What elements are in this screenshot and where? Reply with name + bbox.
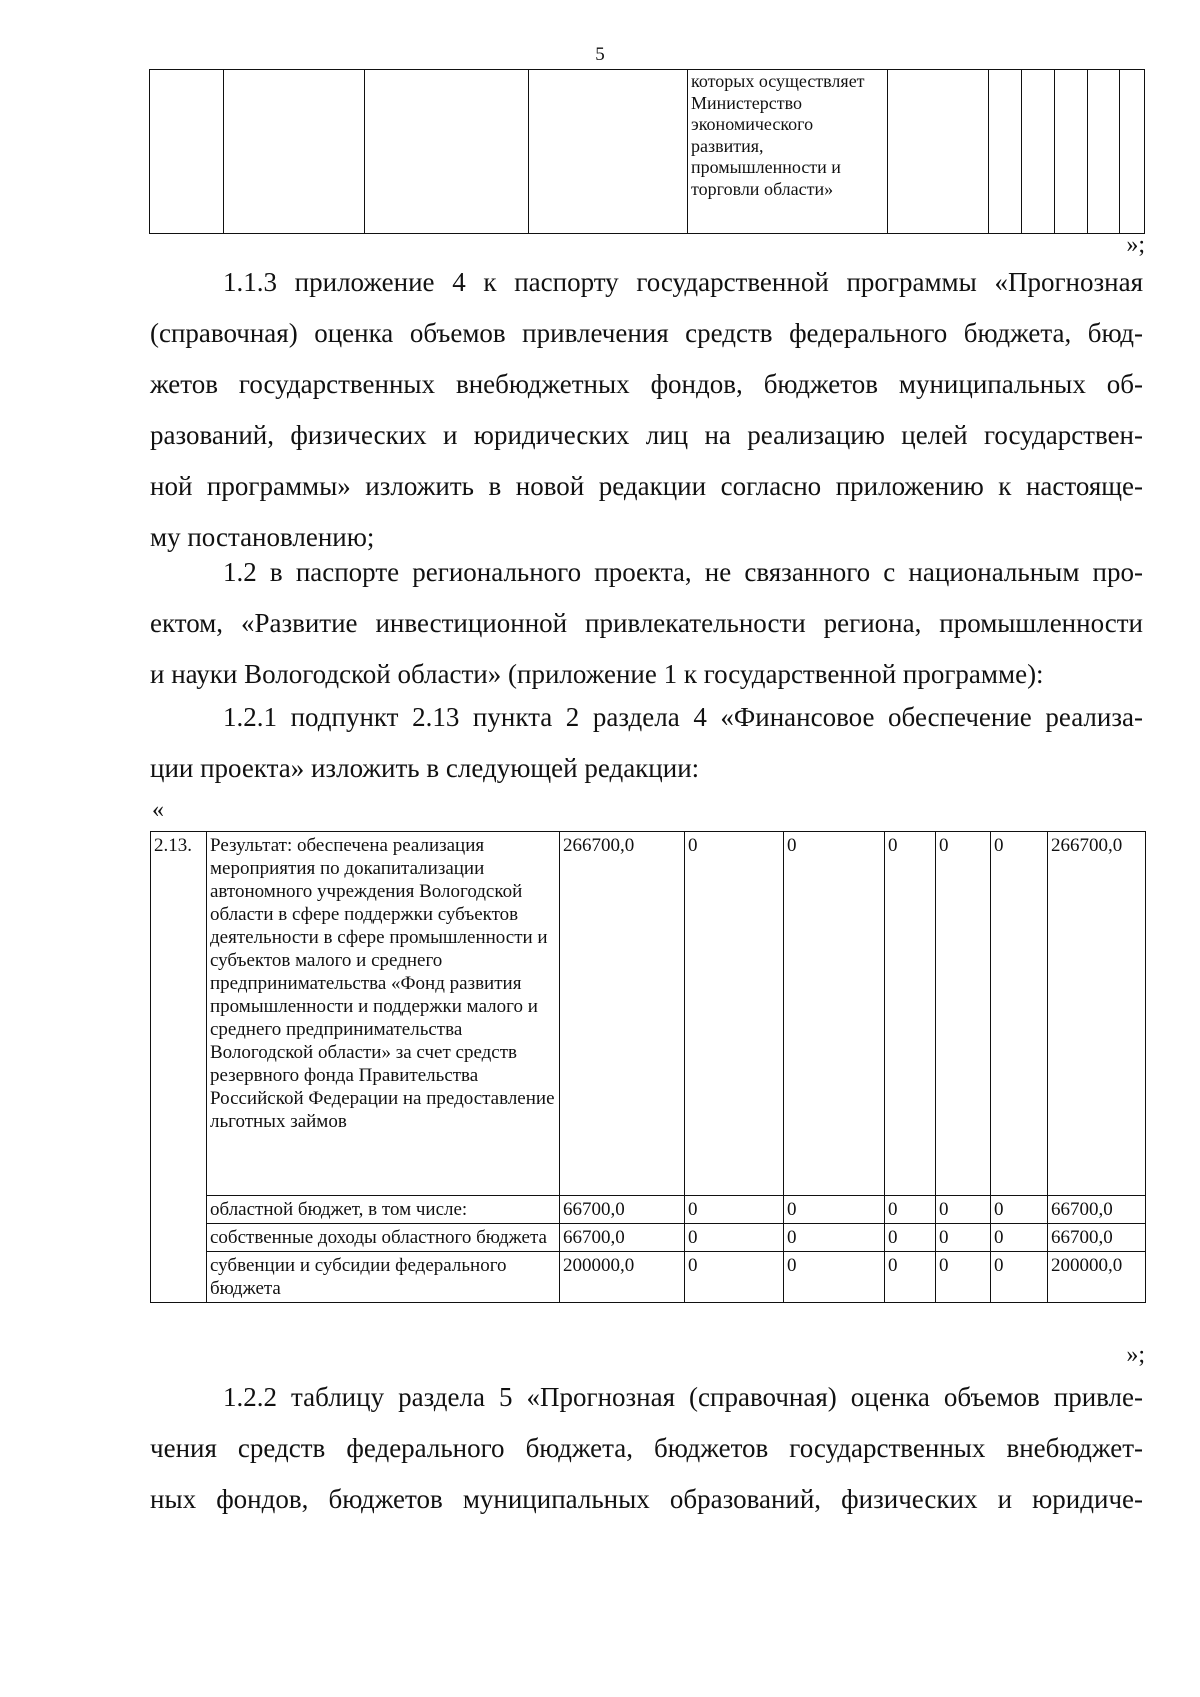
closing-quote: »;	[1126, 232, 1145, 258]
value-cell: 0	[885, 1252, 936, 1303]
executor-cell: которых осуществляет Министерство экономического развития, промышленности и торговли области»	[688, 70, 888, 234]
text-line: ектом, «Развитие инвестиционной привлекательности региона, промышленности	[150, 608, 1143, 638]
table-cell	[365, 70, 529, 234]
value-cell: 200000,0	[1048, 1252, 1146, 1303]
table-row	[151, 1196, 1146, 1224]
value-cell: 0	[991, 1196, 1048, 1224]
opening-quote: «	[152, 797, 164, 823]
text-line: разований, физических и юридических лиц на реализацию целей государствен-	[150, 420, 1143, 450]
value-cell: 0	[885, 1196, 936, 1224]
value-cell: 0	[885, 832, 936, 1196]
page-number: 5	[595, 44, 605, 65]
value-cell: 0	[784, 832, 885, 1196]
value-cell: 0	[991, 1252, 1048, 1303]
text-line: жетов государственных внебюджетных фондов, бюджетов муниципальных об-	[150, 369, 1143, 399]
table-cell	[989, 70, 1022, 234]
finance-table	[150, 831, 1146, 1303]
value-cell: 266700,0	[1048, 832, 1146, 1196]
value-cell: 0	[885, 1224, 936, 1252]
value-cell: 0	[685, 1224, 784, 1252]
text-line: 1.2.1 подпункт 2.13 пункта 2 раздела 4 «Финансовое обеспечение реализа-	[223, 702, 1143, 732]
value-cell: 0	[936, 832, 991, 1196]
value-cell: 0	[784, 1252, 885, 1303]
text-line: чения средств федерального бюджета, бюджетов государственных внебюджет-	[150, 1433, 1143, 1463]
closing-quote: »;	[1126, 1342, 1145, 1368]
table-cell	[1120, 70, 1145, 234]
value-cell: 66700,0	[560, 1196, 685, 1224]
value-cell: 0	[991, 1224, 1048, 1252]
value-cell: 66700,0	[560, 1224, 685, 1252]
value-cell: 0	[936, 1252, 991, 1303]
table-cell	[150, 70, 224, 234]
paragraph-1-2	[150, 547, 1143, 700]
paragraph-1-2-1	[150, 692, 1143, 794]
text-line: 1.2 в паспорте регионального проекта, не связанного с национальным про-	[223, 557, 1143, 587]
value-cell: 0	[936, 1224, 991, 1252]
paragraph-1-2-2	[150, 1372, 1143, 1525]
table-cell	[529, 70, 688, 234]
value-cell: 66700,0	[1048, 1224, 1146, 1252]
table-row	[150, 70, 1145, 234]
table-row	[151, 1224, 1146, 1252]
value-cell: 266700,0	[560, 832, 685, 1196]
text-line: 1.1.3 приложение 4 к паспорту государственной программы «Прогнозная	[223, 267, 1143, 297]
text-line: ции проекта» изложить в следующей редакции:	[150, 753, 700, 783]
text-line: ных фондов, бюджетов муниципальных образований, физических и юридиче-	[150, 1484, 1143, 1514]
value-cell: 0	[936, 1196, 991, 1224]
value-cell: 0	[784, 1196, 885, 1224]
continuation-table	[149, 69, 1145, 234]
table-row	[151, 1252, 1146, 1303]
text-line: и науки Вологодской области» (приложение 1 к государственной программе):	[150, 659, 1044, 689]
row-number: 2.13.	[151, 832, 207, 1303]
text-line: му постановлению;	[150, 522, 375, 552]
value-cell: 66700,0	[1048, 1196, 1146, 1224]
text-line: (справочная) оценка объемов привлечения средств федерального бюджета, бюд-	[150, 318, 1143, 348]
value-cell: 0	[991, 832, 1048, 1196]
paragraph-1-1-3	[150, 257, 1143, 563]
table-row	[151, 832, 1146, 1196]
table-cell	[1022, 70, 1055, 234]
value-cell: 0	[685, 1252, 784, 1303]
table-cell	[1088, 70, 1120, 234]
text-line: ной программы» изложить в новой редакции согласно приложению к настояще-	[150, 471, 1143, 501]
row-label: областной бюджет, в том числе:	[207, 1196, 560, 1224]
value-cell: 0	[784, 1224, 885, 1252]
value-cell: 0	[685, 1196, 784, 1224]
table-cell	[888, 70, 989, 234]
row-label: собственные доходы областного бюджета	[207, 1224, 560, 1252]
value-cell: 0	[685, 832, 784, 1196]
text-line: 1.2.2 таблицу раздела 5 «Прогнозная (справочная) оценка объемов привле-	[223, 1382, 1143, 1412]
table-cell	[1055, 70, 1088, 234]
value-cell: 200000,0	[560, 1252, 685, 1303]
row-label: субвенции и субсидии федерального бюджета	[207, 1252, 560, 1303]
row-label: Результат: обеспечена реализация мероприятия по докапитализации автономного учреждения Вологодской области в сфере поддержки субъектов деятельности в сфере промышленности и субъектов малого и среднего предпринимательства «Фонд развития промышленности и поддержки малого и среднего предпринимательства Вологодской области» за счет средств резервного фонда Правительства Российской Федерации на предоставление льготных займов	[207, 832, 560, 1196]
table-cell	[224, 70, 365, 234]
